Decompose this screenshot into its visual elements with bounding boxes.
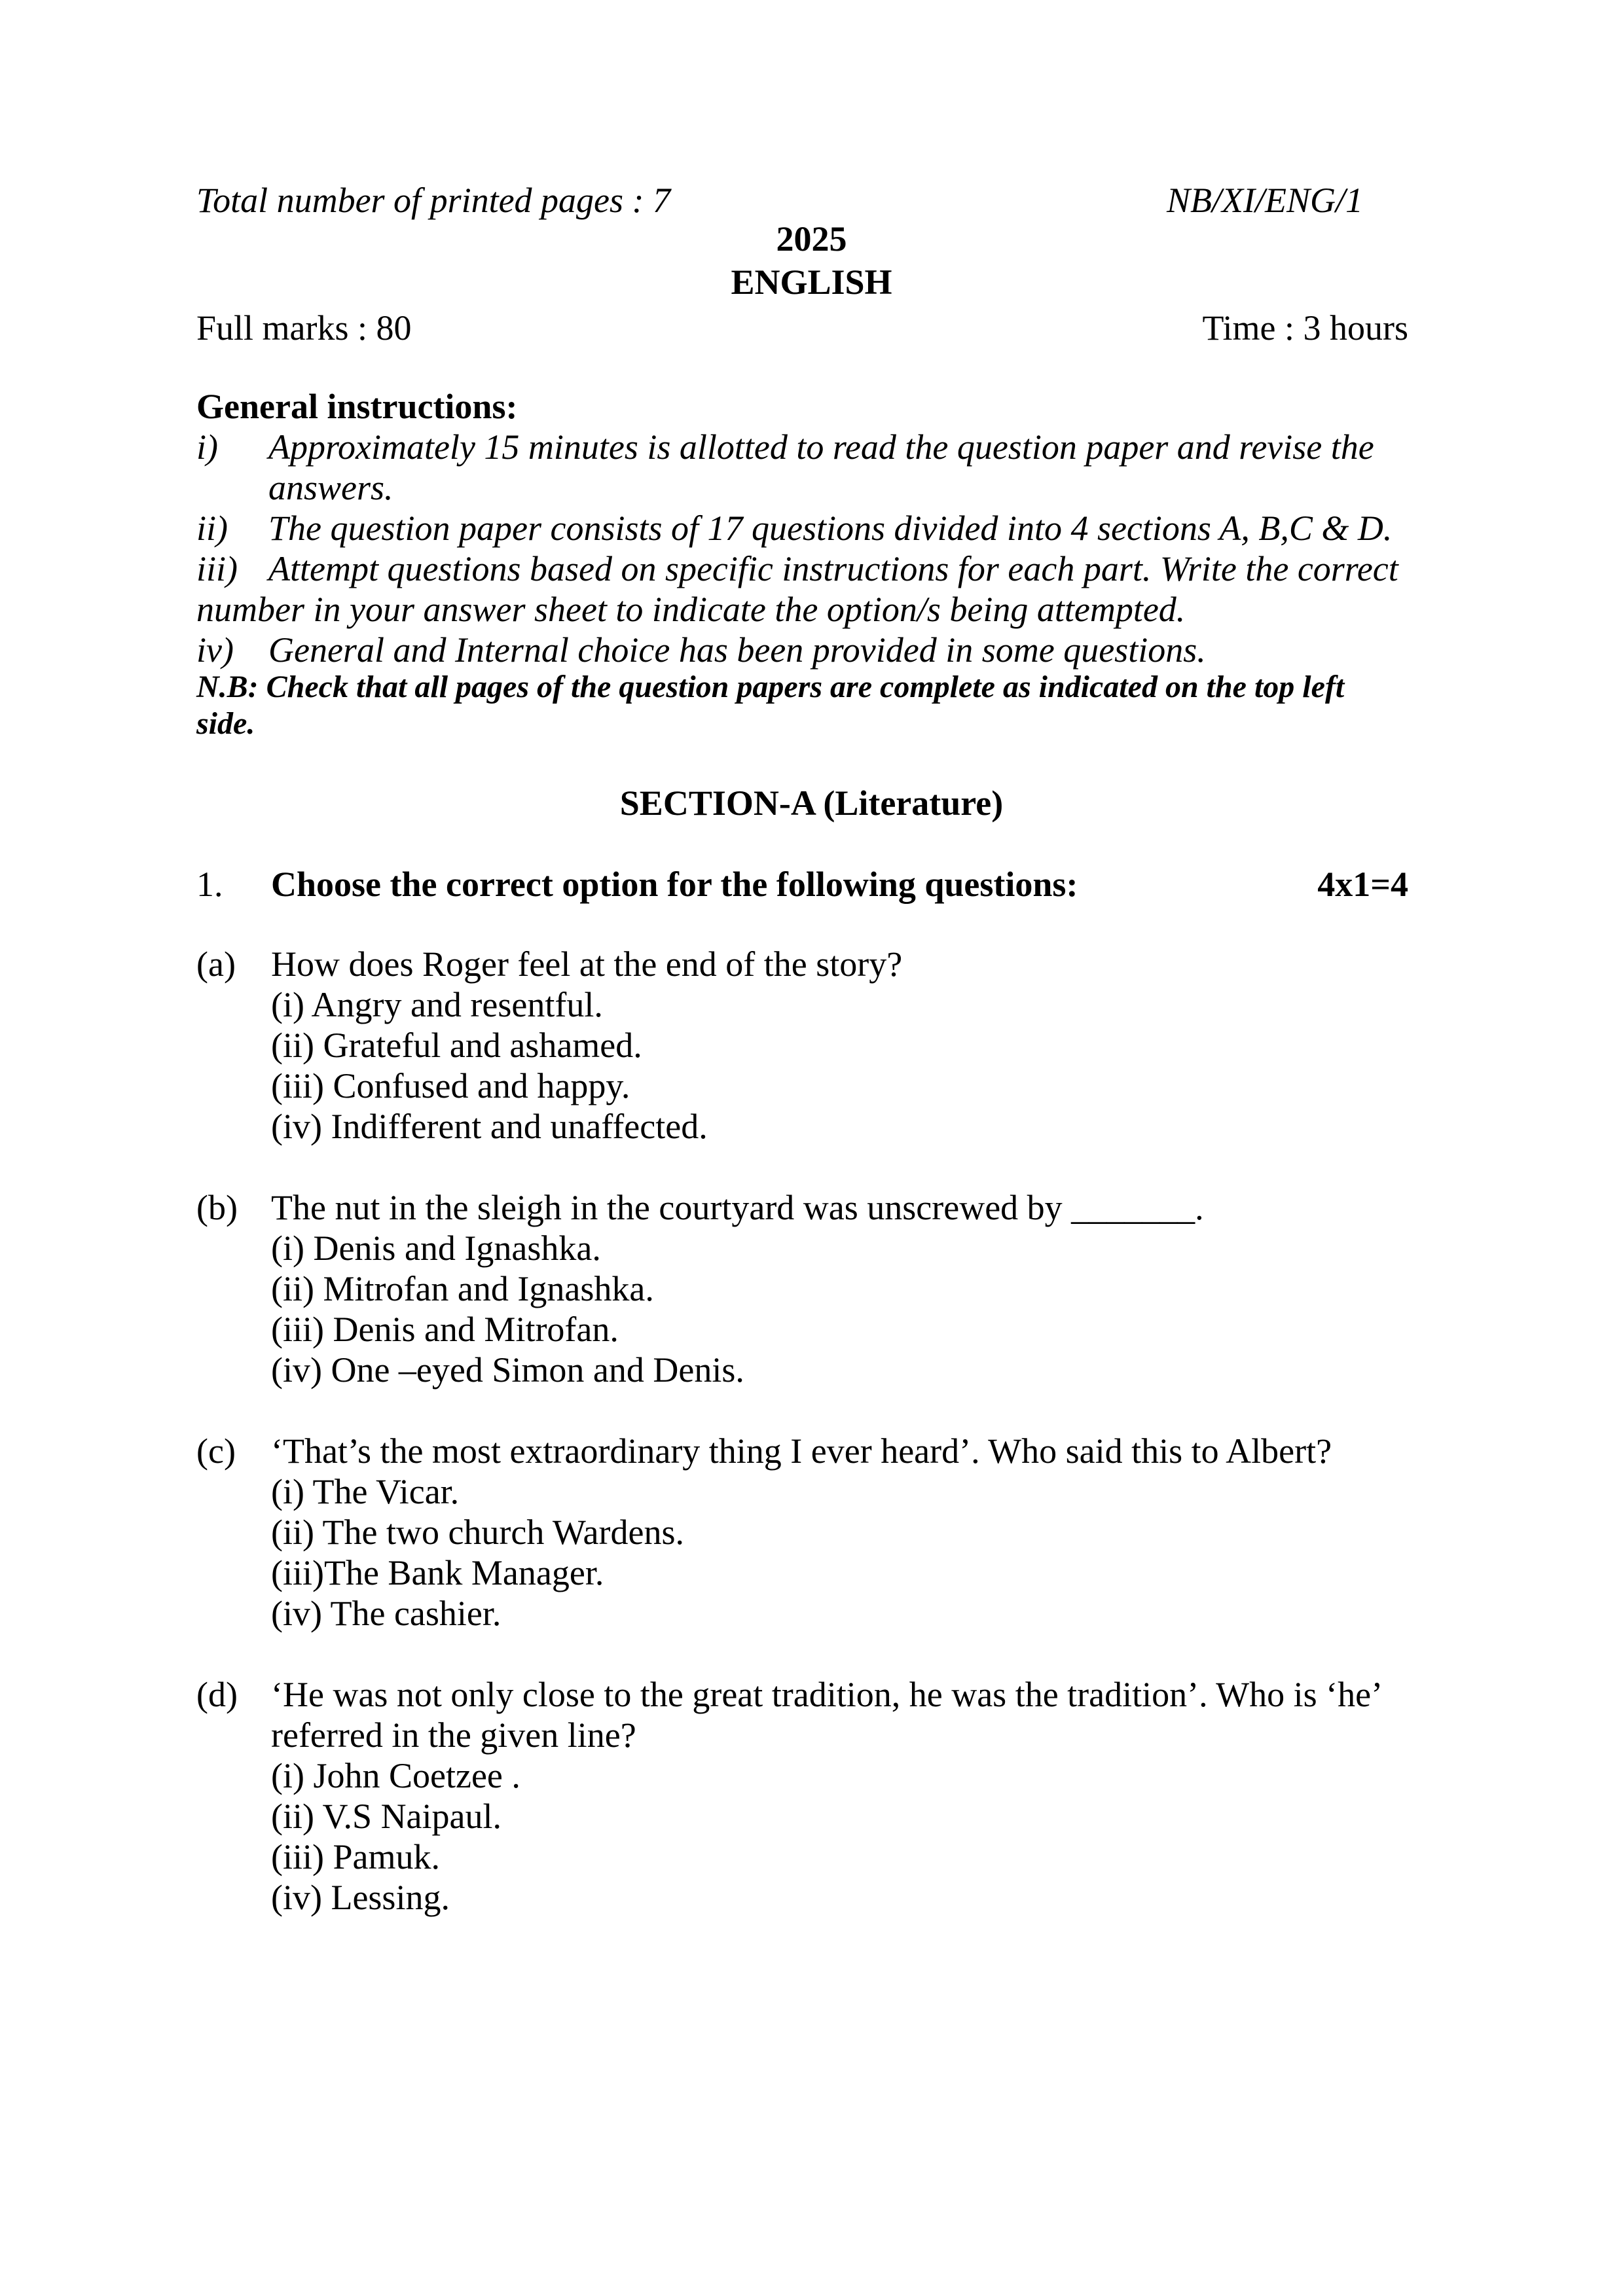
answer-option: (i) The Vicar. <box>271 1472 460 1511</box>
instruction-text: Approximately 15 minutes is allotted to read the question paper and revise the <box>268 427 1374 467</box>
question-marks: 4x1=4 <box>1317 865 1408 904</box>
answer-option: (i) John Coetzee . <box>271 1756 520 1795</box>
paper-code: NB/XI/ENG/1 <box>1167 181 1363 220</box>
part-question: How does Roger feel at the end of the story? <box>271 944 903 984</box>
part-question: ‘That’s the most extraordinary thing I ever heard’. Who said this to Albert? <box>271 1431 1332 1471</box>
instruction-number: i) <box>196 427 218 467</box>
subject-title: ENGLISH <box>731 262 892 302</box>
answer-option: (iv) Lessing. <box>271 1878 450 1917</box>
part-label: (c) <box>196 1431 236 1471</box>
part-label: (b) <box>196 1188 238 1227</box>
part-question: ‘He was not only close to the great tradition, he was the tradition’. Who is ‘he’ <box>271 1675 1383 1714</box>
exam-year: 2025 <box>776 219 847 259</box>
answer-option: (iii)The Bank Manager. <box>271 1553 604 1592</box>
instruction-number: ii) <box>196 509 228 548</box>
answer-option: (i) Denis and Ignashka. <box>271 1229 601 1268</box>
answer-option: (ii) Mitrofan and Ignashka. <box>271 1269 654 1308</box>
part-label: (a) <box>196 944 236 984</box>
section-a-heading: SECTION-A (Literature) <box>619 783 1004 823</box>
time-allowed: Time : 3 hours <box>1202 308 1408 348</box>
part-question: The nut in the sleigh in the courtyard was unscrewed by _______. <box>271 1188 1204 1227</box>
part-label: (d) <box>196 1675 238 1714</box>
nb-note: N.B: Check that all pages of the question papers are complete as indicated on the top left <box>196 670 1345 704</box>
answer-option: (iv) Indifferent and unaffected. <box>271 1107 708 1146</box>
answer-option: (iii) Pamuk. <box>271 1837 440 1876</box>
instruction-text-continued: answers. <box>268 468 393 507</box>
answer-option: (iii) Denis and Mitrofan. <box>271 1310 619 1349</box>
answer-option: (iv) The cashier. <box>271 1594 501 1633</box>
answer-option: (iv) One –eyed Simon and Denis. <box>271 1350 744 1390</box>
instruction-text: General and Internal choice has been provided in some questions. <box>268 630 1206 670</box>
answer-option: (ii) V.S Naipaul. <box>271 1797 502 1836</box>
question-number: 1. <box>196 865 223 904</box>
full-marks: Full marks : 80 <box>196 308 412 348</box>
instruction-number: iv) <box>196 630 234 670</box>
answer-option: (ii) Grateful and ashamed. <box>271 1026 642 1065</box>
instruction-text: The question paper consists of 17 questions divided into 4 sections A, B,C & D. <box>268 509 1393 548</box>
instruction-number: iii) <box>196 549 238 588</box>
instruction-text: Attempt questions based on specific instructions for each part. Write the correct <box>268 549 1398 588</box>
question-text: Choose the correct option for the following questions: <box>271 865 1078 904</box>
part-question-continued: referred in the given line? <box>271 1715 636 1755</box>
total-printed-pages: Total number of printed pages : 7 <box>196 181 671 220</box>
answer-option: (i) Angry and resentful. <box>271 985 603 1024</box>
instruction-text-continued: number in your answer sheet to indicate the option/s being attempted. <box>196 590 1186 629</box>
nb-note-continued: side. <box>196 706 255 741</box>
answer-option: (iii) Confused and happy. <box>271 1066 630 1105</box>
general-instructions-title: General instructions: <box>196 387 518 426</box>
answer-option: (ii) The two church Wardens. <box>271 1513 684 1552</box>
